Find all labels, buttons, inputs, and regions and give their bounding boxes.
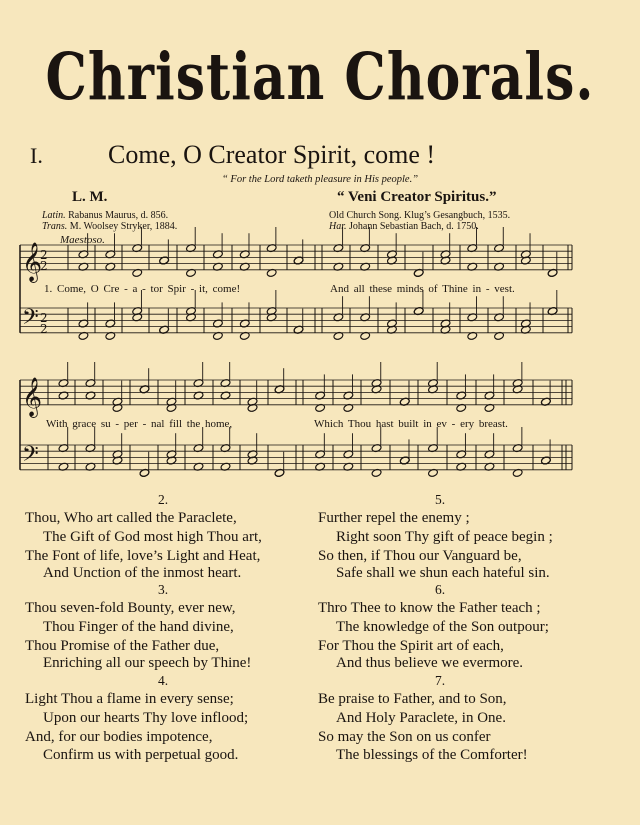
credit-trans-text: M. Woolsey Stryker, 1884. — [69, 221, 178, 232]
treble-clef-icon: 𝄞 — [22, 242, 43, 282]
verse-line: And, for our bodies impotence, — [25, 729, 213, 745]
verse-line: Thou Finger of the hand divine, — [43, 619, 234, 635]
verse-line: The Gift of God most high Thou art, — [43, 529, 262, 545]
time-signature: 2 — [40, 311, 48, 325]
credit-har-label: Har. — [329, 221, 347, 232]
verse-line: The blessings of the Comforter! — [336, 747, 528, 763]
verse-line: Thro Thee to know the Father teach ; — [318, 600, 541, 616]
verse-line: Enriching all our speech by Thine! — [43, 655, 252, 671]
lyrics-line-2a: With grace su - per - nal fill the home, — [46, 418, 233, 430]
verse-line: Be praise to Father, and to Son, — [318, 691, 507, 707]
verse-line: Right soon Thy gift of peace begin ; — [336, 529, 553, 545]
treble-clef-icon: 𝄞 — [22, 377, 43, 417]
verse-line: The knowledge of the Son outpour; — [336, 619, 549, 635]
verse-line: Thou Promise of the Father due, — [25, 638, 220, 654]
verse-line: Further repel the enemy ; — [318, 510, 470, 526]
verse-line: Upon our hearts Thy love inflood; — [43, 710, 249, 726]
book-title: Christian Chorals. — [45, 38, 595, 115]
credit-har-text: Johann Sebastian Bach, d. 1750. — [349, 221, 479, 232]
credit-trans-label: Trans. — [42, 221, 68, 232]
verse-line: For Thou the Spirit art of each, — [318, 638, 504, 654]
verse-line: So then, if Thou our Vanguard be, — [318, 548, 522, 564]
verse-number: 5. — [434, 492, 446, 507]
verse-number: 7. — [434, 673, 446, 688]
verse-line: Thou, Who art called the Paraclete, — [25, 510, 237, 526]
verse-line: Thou seven-fold Bounty, ever new, — [25, 600, 236, 616]
time-signature: 2 — [40, 259, 48, 273]
lyrics-line-1b: And all these minds of Thine in - vest. — [330, 283, 515, 295]
hymn-title: Come, O Creator Spirit, come ! — [108, 140, 436, 169]
verse-line: The Font of life, love’s Light and Heat, — [25, 548, 261, 564]
bass-clef-icon: 𝄢 — [22, 442, 39, 472]
lyrics-line-2b: Which Thou hast built in ev - ery breast. — [314, 418, 508, 430]
meter: L. M. — [72, 189, 108, 205]
lyrics-line-1a: 1. Come, O Cre - a - tor Spir - it, come! — [44, 283, 241, 295]
verse-line: Confirm us with perpetual good. — [43, 747, 239, 763]
verse-line: And Holy Paraclete, in One. — [336, 710, 506, 726]
verse-line: And thus believe we evermore. — [336, 655, 524, 671]
verse-line: And Unction of the inmost heart. — [43, 565, 242, 581]
hymn-number: I. — [30, 143, 43, 168]
verse-number: 2. — [157, 492, 169, 507]
time-signature: 2 — [40, 322, 48, 336]
verse-number: 4. — [157, 673, 169, 688]
credit-source: Old Church Song. Klug’s Gesangbuch, 1535. — [329, 210, 511, 221]
verse-number: 6. — [434, 582, 446, 597]
epigraph: “ For the Lord taketh pleasure in His people.” — [221, 174, 419, 185]
time-signature: 2 — [40, 248, 48, 262]
verse-line: So may the Son on us confer — [318, 729, 491, 745]
credit-latin-label: Latin. — [42, 210, 66, 221]
tune-name: “ Veni Creator Spiritus.” — [337, 189, 497, 205]
verse-line: Safe shall we shun each hateful sin. — [336, 565, 550, 581]
tempo-marking: Maestoso. — [60, 234, 105, 246]
bass-clef-icon: 𝄢 — [22, 305, 39, 335]
verse-line: Light Thou a flame in every sense; — [25, 691, 234, 707]
credit-latin-text: Rabanus Maurus, d. 856. — [68, 210, 169, 221]
verse-number: 3. — [157, 582, 169, 597]
